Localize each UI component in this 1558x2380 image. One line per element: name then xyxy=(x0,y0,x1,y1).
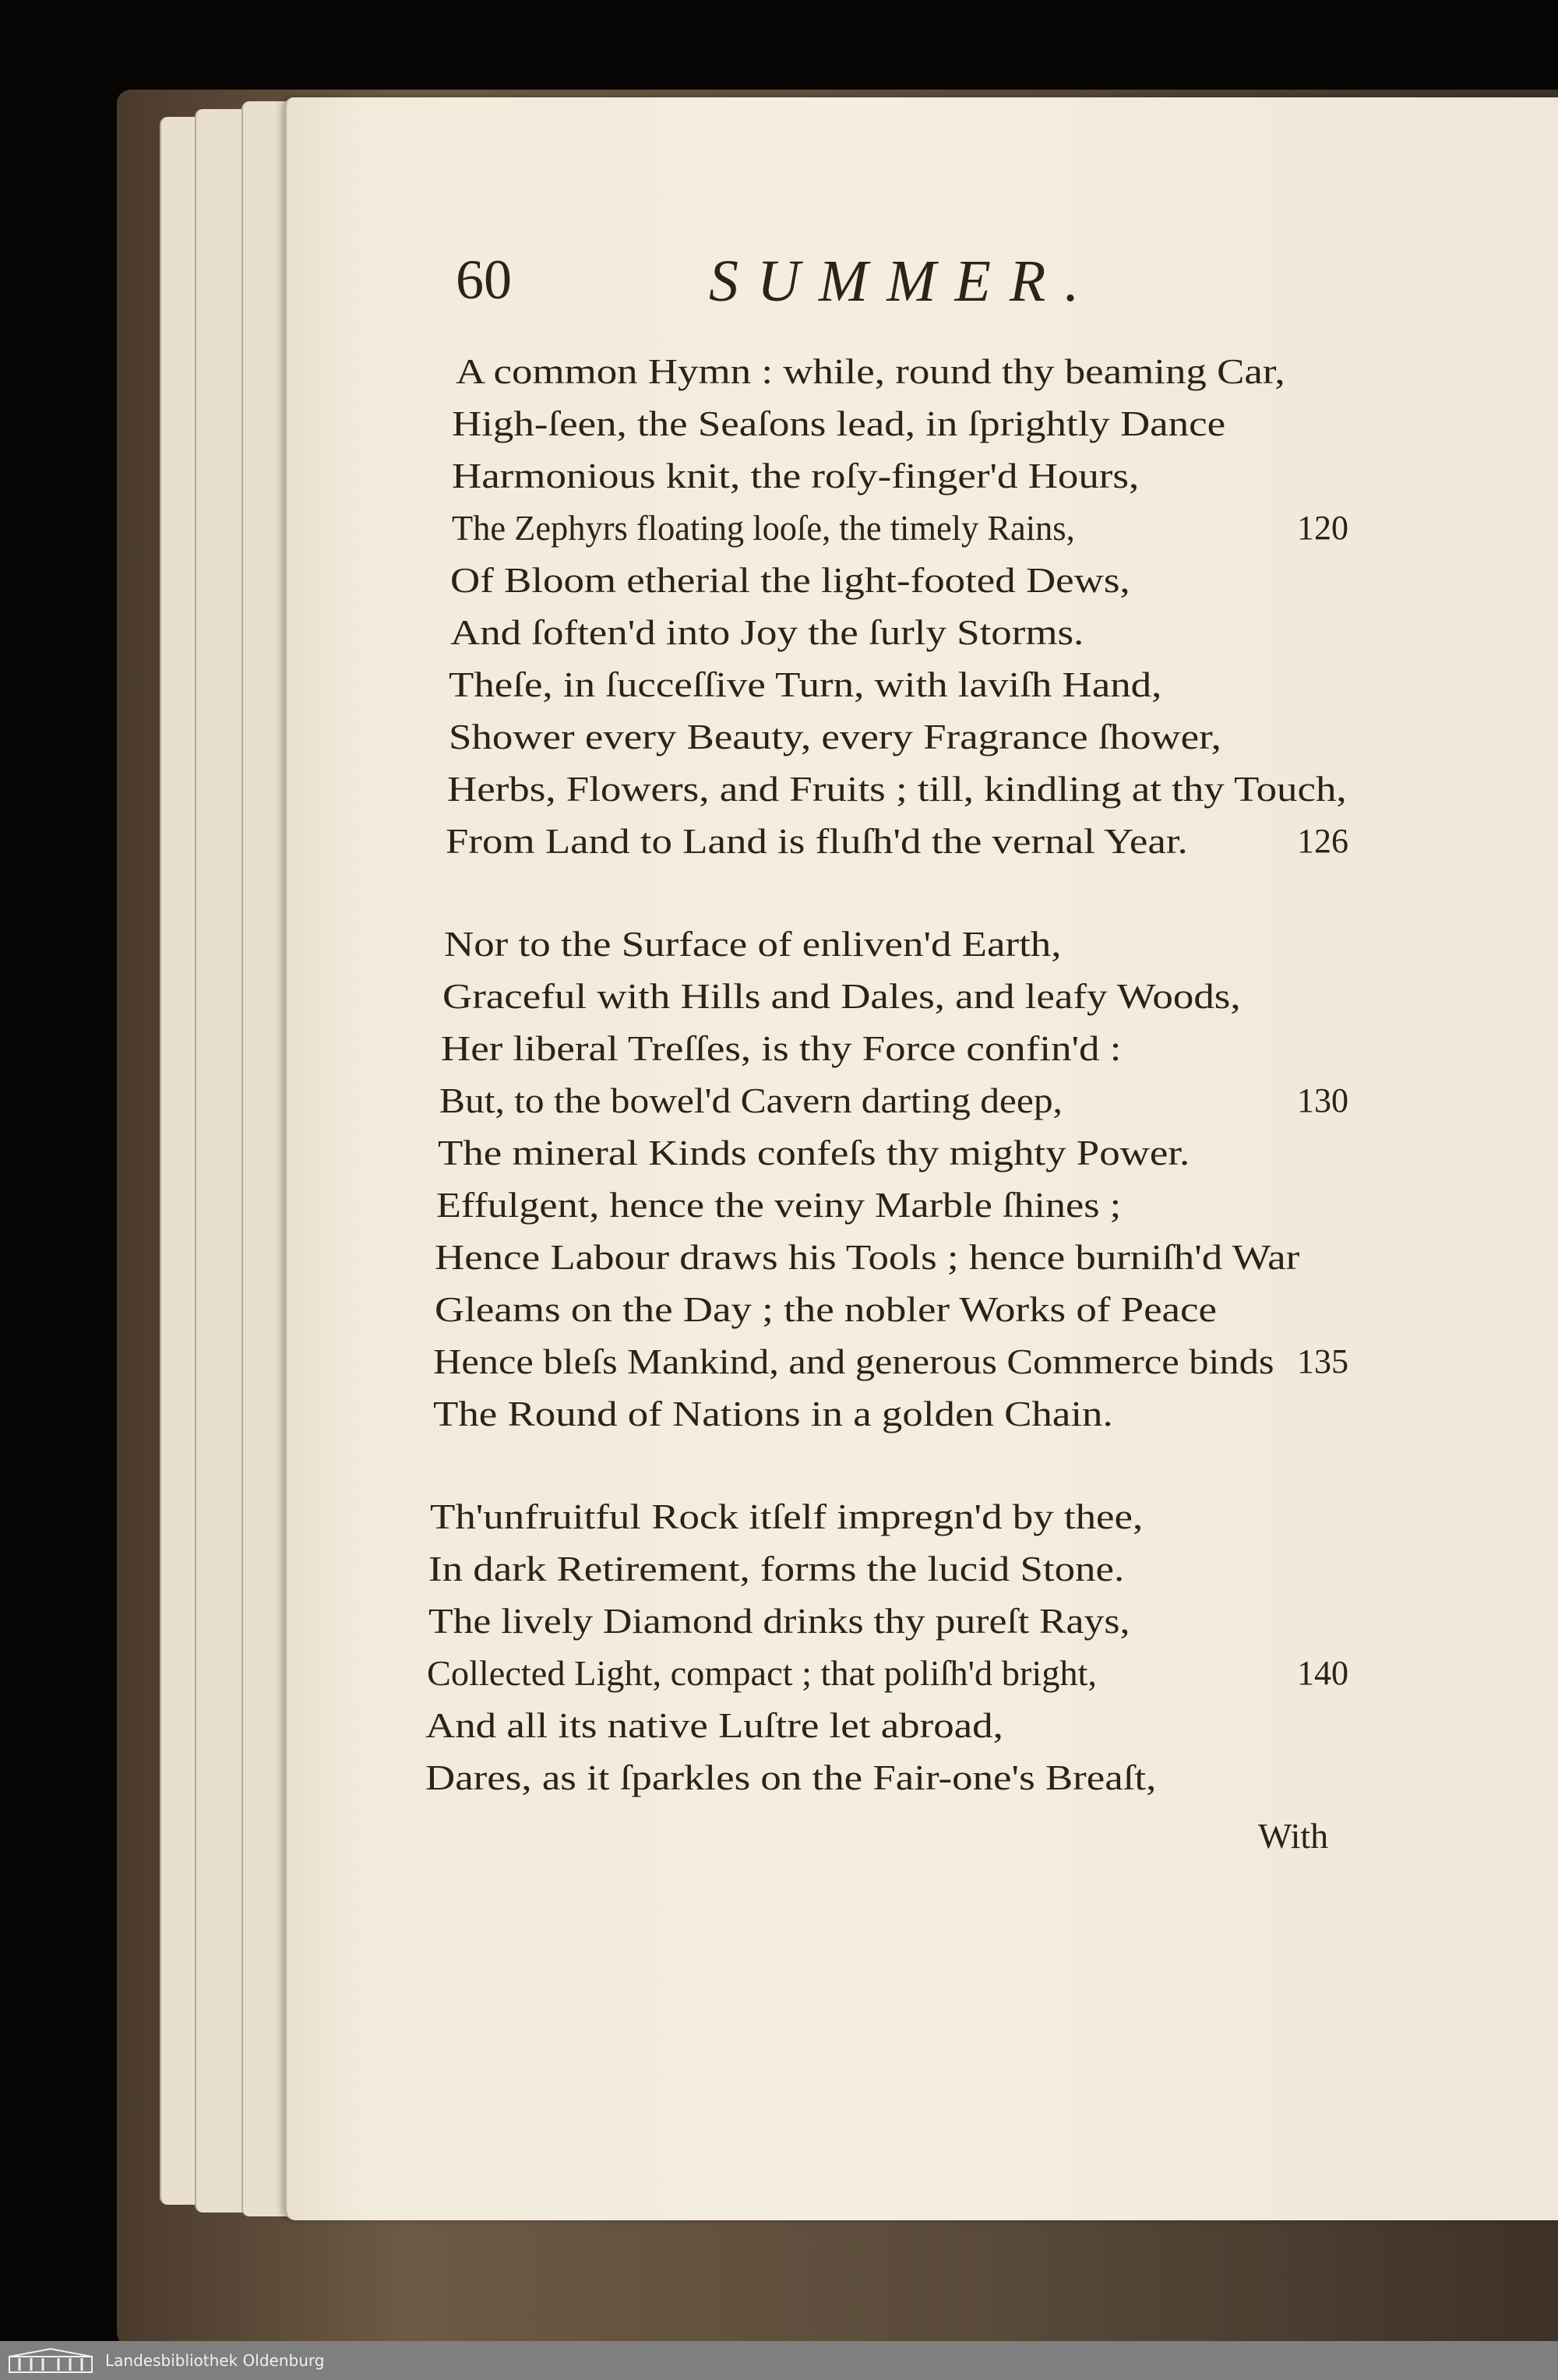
library-logo-icon xyxy=(8,2347,93,2374)
verse-line: The Round of Nations in a golden Chain. xyxy=(433,1394,1113,1433)
verse-line: Th'unfruitful Rock itſelf impregn'd by thee, xyxy=(430,1497,1144,1536)
verse-line: Her liberal Treſſes, is thy Force confin'd : xyxy=(441,1028,1122,1068)
verse-line: Of Bloom etherial the light-footed Dews, xyxy=(450,560,1130,600)
library-name: Landesbibliothek Oldenburg xyxy=(105,2351,325,2370)
line-number: 140 xyxy=(1297,1654,1348,1692)
line-number: 130 xyxy=(1297,1081,1348,1119)
verse-line: Collected Light, compact ; that poliſh'd bright, xyxy=(427,1653,1097,1693)
verse-line: And ſoften'd into Joy the ſurly Storms. xyxy=(450,612,1084,652)
page-number: 60 xyxy=(456,249,512,311)
verse-line: Dares, as it ſparkles on the Fair-one's Breaſt, xyxy=(425,1758,1157,1797)
catchword: With xyxy=(1258,1816,1329,1856)
verse-line: And all its native Luſtre let abroad, xyxy=(425,1705,1003,1745)
verse-line: From Land to Land is fluſh'd the vernal Year. xyxy=(446,821,1188,861)
verse-line: Nor to the Surface of enliven'd Earth, xyxy=(444,924,1062,964)
verse-line: The Zephyrs floating looſe, the timely Rains, xyxy=(452,508,1075,548)
verse-line: A common Hymn : while, round thy beaming Car, xyxy=(456,351,1285,391)
line-number: 120 xyxy=(1297,509,1348,547)
verse-line: The mineral Kinds confeſs thy mighty Power. xyxy=(438,1133,1190,1172)
verse-line: In dark Retirement, forms the lucid Stone. xyxy=(428,1549,1125,1588)
verse-line: Graceful with Hills and Dales, and leafy Woods, xyxy=(442,976,1241,1016)
footer-bar xyxy=(0,2341,1558,2380)
running-head xyxy=(456,248,1235,333)
line-number: 135 xyxy=(1297,1342,1348,1380)
verse-line: Effulgent, hence the veiny Marble ſhines ; xyxy=(436,1185,1122,1225)
verse-line: High-ſeen, the Seaſons lead, in ſprightly Dance xyxy=(452,404,1226,443)
verse-line: Hence Labour draws his Tools ; hence burniſh'd War xyxy=(435,1237,1300,1277)
verse-line: The lively Diamond drinks thy pureſt Rays, xyxy=(428,1601,1130,1641)
verse-line: Herbs, Flowers, and Fruits ; till, kindling at thy Touch, xyxy=(447,769,1347,809)
verse-line: Gleams on the Day ; the nobler Works of Peace xyxy=(435,1289,1218,1329)
verse-line: But, to the bowel'd Cavern darting deep, xyxy=(439,1081,1063,1120)
line-number: 126 xyxy=(1297,822,1348,860)
verse-line: Hence bleſs Mankind, and generous Commerce binds xyxy=(433,1342,1274,1381)
verse-line: Theſe, in ſucceſſive Turn, with laviſh Hand, xyxy=(449,665,1162,704)
verse-line: Shower every Beauty, every Fragrance ſhower, xyxy=(449,717,1221,756)
running-title: SUMMER. xyxy=(709,249,1098,314)
verse-line: Harmonious knit, the roſy-finger'd Hours, xyxy=(452,456,1140,495)
